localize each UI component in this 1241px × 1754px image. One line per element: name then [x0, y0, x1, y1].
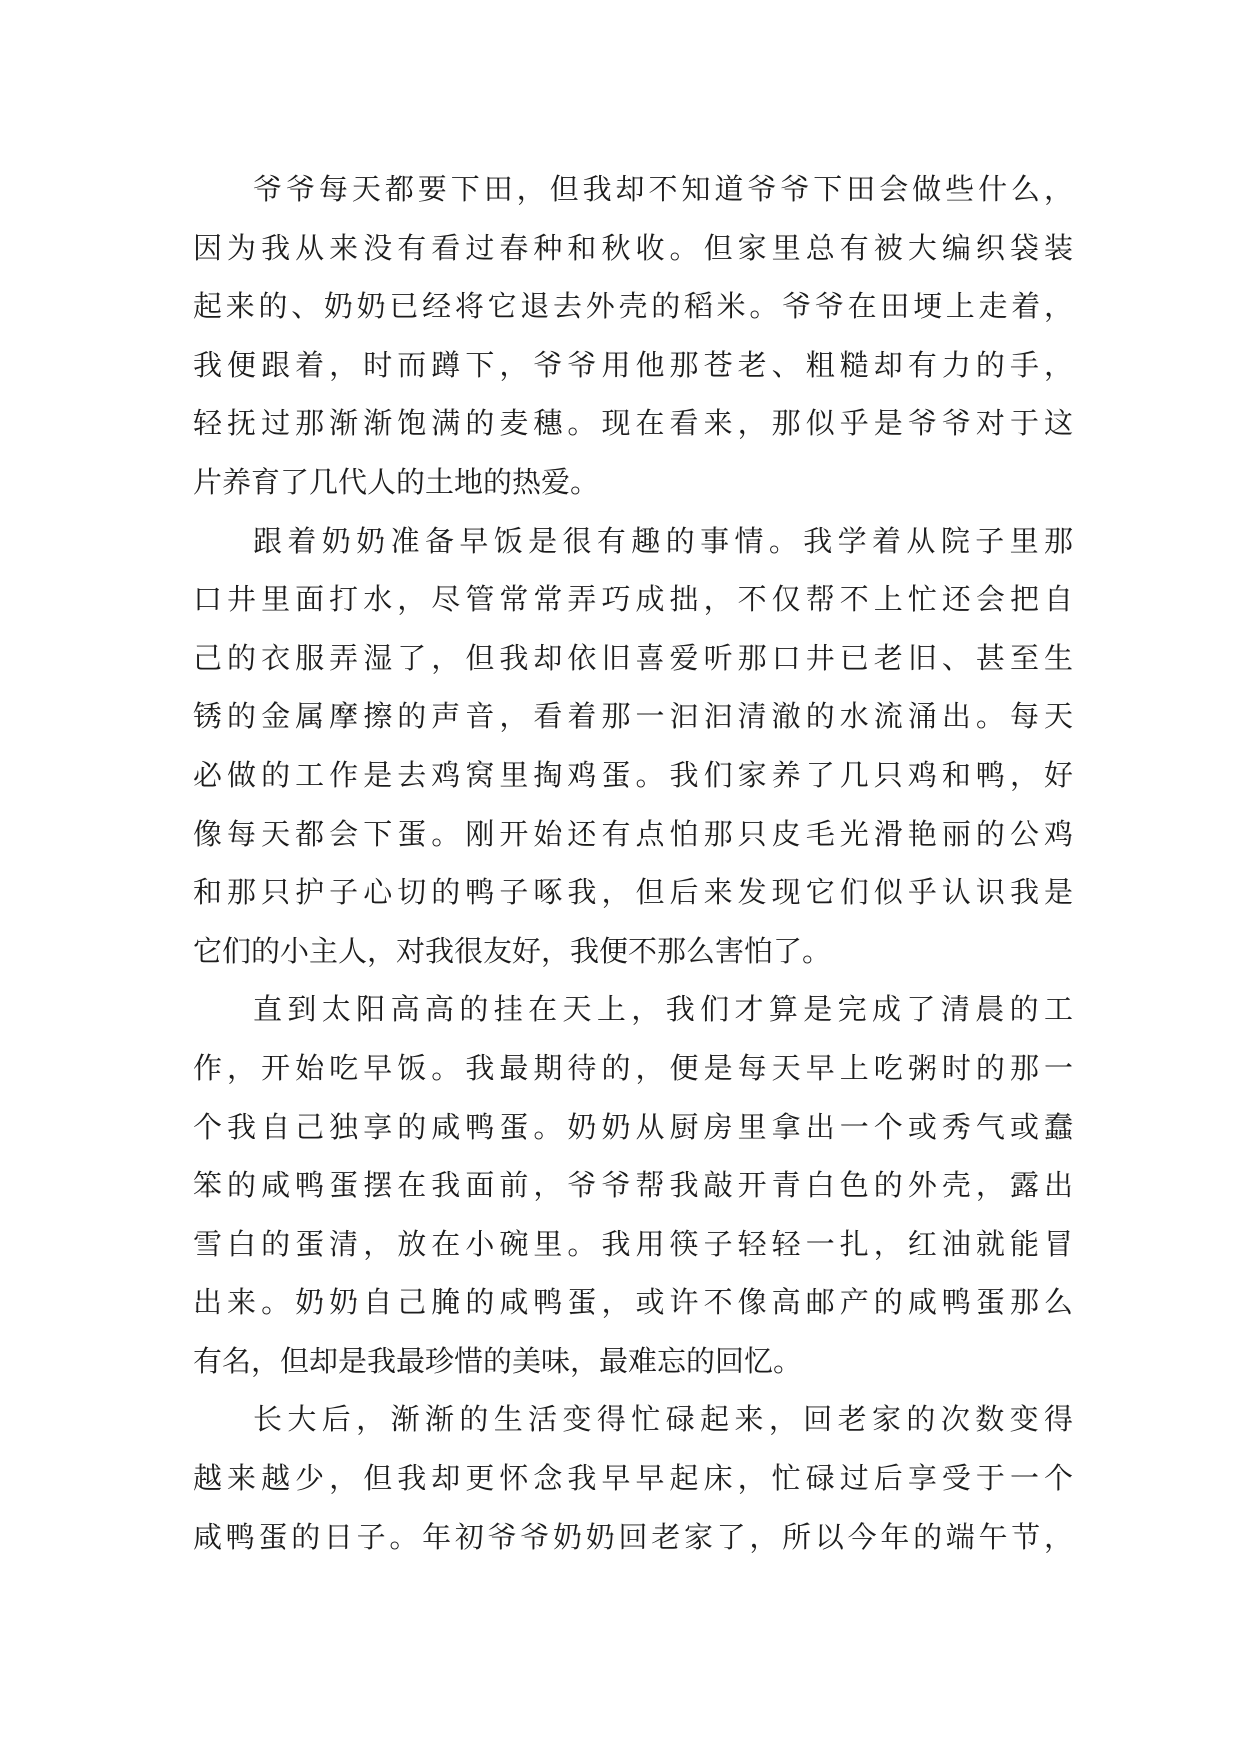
- text-line: 像每天都会下蛋。刚开始还有点怕那只皮毛光滑艳丽的公鸡: [193, 816, 1073, 851]
- text-line: 我便跟着，时而蹲下，爷爷用他那苍老、粗糙却有力的手，: [193, 347, 1073, 382]
- text-line: 作，开始吃早饭。我最期待的，便是每天早上吃粥时的那一: [193, 1050, 1073, 1085]
- paragraph-first-line: 爷爷每天都要下田，但我却不知道爷爷下田会做些什么，: [253, 172, 1073, 206]
- body-text: [193, 160, 1073, 1566]
- text-line: 片养育了几代人的土地的热爱。: [193, 464, 600, 499]
- paragraph-first-line: 直到太阳高高的挂在天上，我们才算是完成了清晨的工: [253, 992, 1073, 1027]
- text-line: 和那只护子心切的鸭子啄我，但后来发现它们似乎认识我是: [193, 875, 1073, 910]
- text-line: 口井里面打水，尽管常常弄巧成拙，不仅帮不上忙还会把自: [193, 582, 1073, 617]
- text-line: 它们的小主人，对我很友好，我便不那么害怕了。: [193, 933, 832, 968]
- text-line: 锈的金属摩擦的声音，看着那一汩汩清澈的水流涌出。每天: [193, 699, 1073, 734]
- text-line: 笨的咸鸭蛋摆在我面前，爷爷帮我敲开青白色的外壳，露出: [193, 1168, 1073, 1203]
- text-line: 有名，但却是我最珍惜的美味，最难忘的回忆。: [193, 1343, 803, 1378]
- text-line: 越来越少，但我却更怀念我早早起床，忙碌过后享受于一个: [193, 1461, 1073, 1496]
- text-line: 因为我从来没有看过春种和秋收。但家里总有被大编织袋装: [193, 230, 1073, 265]
- text-line: 个我自己独享的咸鸭蛋。奶奶从厨房里拿出一个或秀气或蠢: [193, 1109, 1073, 1144]
- text-line: 出来。奶奶自己腌的咸鸭蛋，或许不像高邮产的咸鸭蛋那么: [193, 1285, 1073, 1320]
- text-line: 必做的工作是去鸡窝里掏鸡蛋。我们家养了几只鸡和鸭，好: [193, 757, 1073, 792]
- text-line: 雪白的蛋清，放在小碗里。我用筷子轻轻一扎，红油就能冒: [193, 1226, 1073, 1261]
- text-line: 起来的、奶奶已经将它退去外壳的稻米。爷爷在田埂上走着，: [193, 289, 1073, 324]
- text-line: 己的衣服弄湿了，但我却依旧喜爱听那口井已老旧、甚至生: [193, 640, 1073, 675]
- paragraph-first-line: 跟着奶奶准备早饭是很有趣的事情。我学着从院子里那: [253, 523, 1073, 558]
- text-line: 咸鸭蛋的日子。年初爷爷奶奶回老家了，所以今年的端午节，: [193, 1519, 1073, 1554]
- paragraph-first-line: 长大后，渐渐的生活变得忙碌起来，回老家的次数变得: [253, 1402, 1073, 1437]
- text-line: 轻抚过那渐渐饱满的麦穗。现在看来，那似乎是爷爷对于这: [193, 406, 1073, 441]
